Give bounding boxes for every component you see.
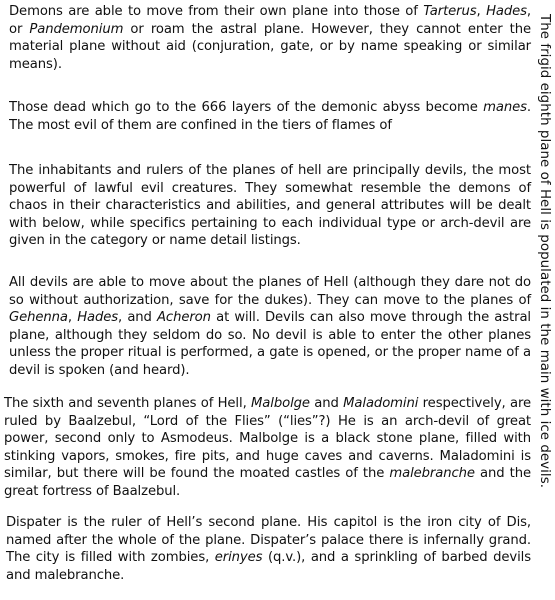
- paragraph-dispater: [6, 514, 531, 584]
- text-span: (q.v.), and a sprinkling of barbed devils and malebranche.: [6, 550, 531, 583]
- plane-name-maladomini: Maladomini: [343, 396, 419, 411]
- text-span: ,: [476, 4, 487, 19]
- term-manes: manes: [483, 100, 527, 115]
- plane-name-hades: Hades: [77, 310, 119, 326]
- text-span: at will. Devils can also move through the astral plane, although they seldom do so. No devil is able to enter the other planes unless the proper ritual is performed, a gate is opened, or the proper name of a devil is spoken (and heard).: [9, 310, 531, 378]
- text-span: ,: [67, 310, 78, 326]
- text-span: The sixth and seventh planes of Hell,: [4, 396, 251, 411]
- term-erinyes: erinyes: [214, 550, 263, 566]
- text-span: Those dead which go to the 666 layers of the demonic abyss become: [9, 100, 484, 115]
- text-span: Demons are able to move from their own plane into those of: [9, 4, 424, 19]
- paragraph-devils-movement: [9, 274, 531, 380]
- text-span: . The most evil of them are confined in the tiers of flames of: [9, 100, 531, 133]
- margin-note-text: The frigid eighth plane of Hell is populated in the main with ice devils.: [537, 14, 552, 489]
- plane-name-malbolge: Malbolge: [251, 396, 310, 411]
- text-span: The inhabitants and rulers of the planes of hell are principally devils, the most powerful of lawful evil creatures. They somewhat resemble the demons of chaos in their characteristics and abilities, and general attributes will be dealt with below, while specifics pertaining to each individual type or arch-devil are given in the category or name detail listings.: [9, 163, 531, 249]
- paragraph-abyss-dead: [9, 99, 531, 135]
- plane-name-pandemonium: Pandemonium: [29, 21, 124, 37]
- paragraph-baalzebul-planes: [4, 395, 531, 501]
- paragraph-devils-overview: [9, 162, 531, 250]
- text-span: and the great fortress of Baalzebul.: [4, 466, 531, 499]
- plane-name-hades: Hades: [486, 4, 527, 19]
- plane-name-acheron: Acheron: [157, 310, 211, 326]
- text-span: , and: [118, 310, 158, 326]
- text-span: All devils are able to move about the planes of Hell (although they dare not do so without authorization, save for the dukes). They can move to the planes of: [9, 275, 531, 308]
- text-span: respectively, are ruled by Baalzebul, “Lord of the Flies” (“lies”?) He is an arch-devil of great power, second only to Asmodeus. Malbolge is a black stone plane, filled with stinking vapors, smokes, fire pits, and huge caves and caverns. Maladomini is similar, but there will be found the moated castles of the: [4, 396, 531, 482]
- text-span: , or: [9, 4, 532, 37]
- text-span: or roam the astral plane. However, they cannot enter the material plane without aid (conjuration, gate, or by name speaking or similar means).: [9, 21, 531, 72]
- plane-name-gehenna: Gehenna: [9, 310, 68, 326]
- plane-name-tarterus: Tarterus: [423, 4, 477, 19]
- margin-note-vertical: [535, 14, 553, 574]
- paragraph-demons-movement: [9, 3, 531, 73]
- term-malebranche: malebranche: [389, 466, 475, 482]
- text-span: Dispater is the ruler of Hell’s second plane. His capitol is the iron city of Dis, named after the whole of the plane. Dispater’s palace there is infernally grand. The city is filled with zombies,: [6, 515, 531, 566]
- text-span: and: [309, 396, 344, 411]
